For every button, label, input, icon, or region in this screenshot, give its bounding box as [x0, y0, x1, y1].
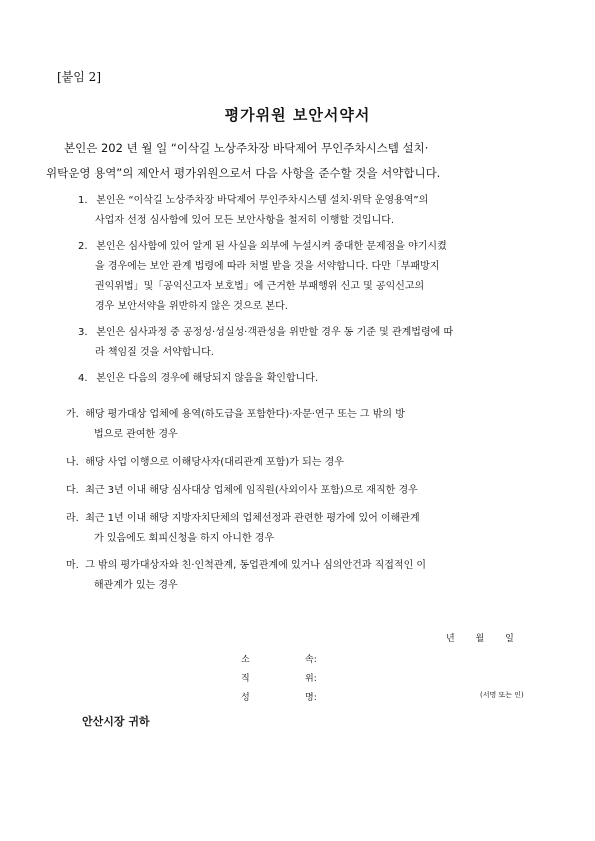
- sub-mark: 마.: [66, 560, 79, 571]
- addressee: 안산시장 귀하: [82, 715, 150, 728]
- sig-label-a: 성: [241, 693, 250, 703]
- sig-label-b: 속:: [305, 655, 317, 665]
- item-text-cont: 을 경우에는 보안 관계 법령에 따라 처벌 받을 것을 서약합니다. 다만「부패방지: [95, 261, 440, 272]
- signature-name: [241, 690, 317, 703]
- sub-mark: 라.: [66, 513, 79, 524]
- sub-text: 그 밖의 평가대상자와 친·인척관계, 동업관계에 있거나 심의안건과 직접적인 이: [85, 560, 427, 571]
- sig-label-a: 소: [241, 655, 250, 665]
- sub-text-cont: 가 있음에도 회피신청을 하지 아니한 경우: [94, 533, 275, 544]
- sub-text: 해당 평가대상 업체에 용역(하도급을 포함한다)·자문·연구 또는 그 밖의 방: [85, 409, 405, 420]
- sub-text: 최근 3년 이내 해당 심사대상 업체에 임직원(사외이사 포함)으로 재직한 경우: [85, 485, 418, 496]
- item-number: 4.: [78, 373, 88, 384]
- intro-line-1: 본인은 202 년 월 일 “이삭길 노상주차장 바닥제어 무인주차시스템 설치·: [64, 141, 429, 155]
- sub-mark: 다.: [66, 485, 79, 496]
- pledge-item-4: [78, 369, 548, 389]
- item-text-cont: 권익위법」및「공익신고자 보호법」에 근거한 부패행위 신고 및 공익신고의: [95, 281, 425, 292]
- page-title: 평가위원 보안서약서: [224, 106, 371, 124]
- sub-text-cont: 해관계가 있는 경우: [94, 580, 178, 591]
- item-text: 본인은 심사과정 중 공정성·성실성·객관성을 위반할 경우 동 기준 및 관계법령에 따: [96, 327, 454, 338]
- pledge-list: [78, 191, 548, 395]
- sub-text: 최근 1년 이내 해당 지방자치단체의 업체선정과 관련한 평가에 있어 이해관계: [85, 513, 420, 524]
- item-number: 3.: [78, 327, 88, 338]
- item-text-cont: 라 책임질 것을 서약합니다.: [95, 347, 214, 358]
- sub-text-cont: 법으로 관여한 경우: [94, 429, 178, 440]
- sig-label-b: 위:: [305, 674, 317, 684]
- date-line: 년 월 일: [446, 634, 514, 644]
- sub-mark: 가.: [66, 409, 79, 420]
- item-number: 2.: [78, 241, 88, 252]
- item-number: 1.: [78, 195, 88, 206]
- pledge-item-1: [78, 191, 548, 231]
- sig-label-a: 직: [241, 674, 250, 684]
- attachment-label: [붙임 2]: [57, 70, 101, 84]
- item-text: 본인은 심사함에 있어 알게 된 사실을 외부에 누설시켜 중대한 문제점을 야기시켰: [96, 241, 447, 252]
- signature-note: (서명 또는 인): [480, 691, 524, 699]
- exclusion-item-da: [66, 481, 536, 501]
- item-text-cont: 사업자 선정 심사함에 있어 모든 보안사항을 철저히 이행할 것입니다.: [95, 215, 395, 226]
- pledge-item-2: [78, 237, 548, 317]
- sub-mark: 나.: [66, 457, 79, 468]
- exclusion-item-na: [66, 453, 536, 473]
- signature-affiliation: [241, 652, 317, 665]
- sig-label-b: 명:: [305, 693, 317, 703]
- item-text-cont: 경우 보안서약을 위반하지 않은 것으로 본다.: [95, 301, 288, 312]
- sub-text: 해당 사업 이행으로 이해당사자(대리관계 포함)가 되는 경우: [85, 457, 344, 468]
- pledge-item-3: [78, 323, 548, 363]
- intro-line-2: 위탁운영 용역”의 제안서 평가위원으로서 다음 사항을 준수할 것을 서약합니다.: [46, 166, 441, 180]
- item-text: 본인은 다음의 경우에 해당되지 않음을 확인합니다.: [96, 373, 319, 384]
- signature-position: [241, 671, 317, 684]
- exclusion-item-ma: [66, 556, 536, 596]
- exclusion-item-ga: [66, 405, 536, 445]
- intro-paragraph: [46, 136, 546, 186]
- item-text: 본인은 “이삭길 노상주차장 바닥제어 무인주차시스템 설치·위탁 운영용역”의: [96, 195, 429, 206]
- exclusion-item-ra: [66, 509, 536, 549]
